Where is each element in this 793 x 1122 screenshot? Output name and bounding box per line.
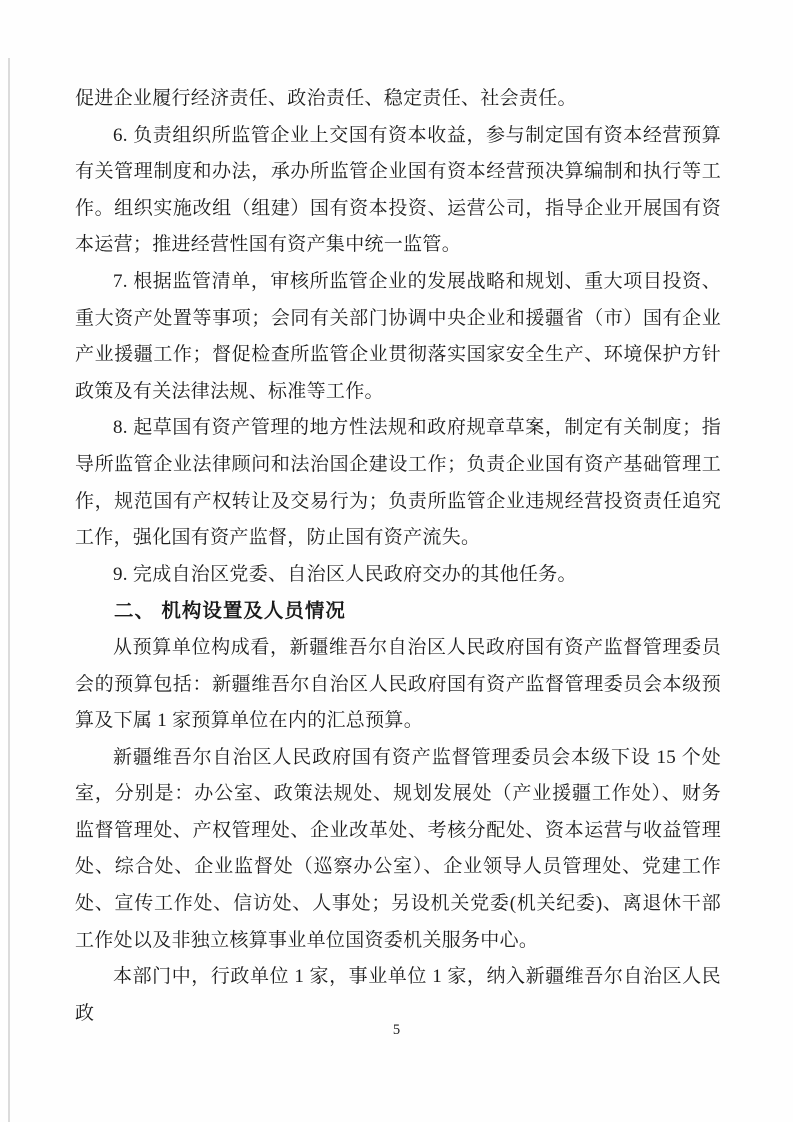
paragraph: 8. 起草国有资产管理的地方性法规和政府规章草案，制定有关制度；指导所监管企业法律顾问和法治国企建设工作；负责企业国有资产基础管理工作，规范国有产权转让及交易行为；负责所监管企业违规经营投资责任追究工作，强化国有资产监督，防止国有资产流失。	[75, 417, 721, 549]
paragraph: 本部门中，行政单位 1 家，事业单位 1 家，纳入新疆维吾尔自治区人民政	[75, 966, 721, 1024]
page-number: 5	[392, 1022, 401, 1038]
paragraph: 从预算单位构成看，新疆维吾尔自治区人民政府国有资产监督管理委员会的预算包括：新疆维吾尔自治区人民政府国有资产监督管理委员会本级预算及下属 1 家预算单位在内的汇总预算。	[75, 636, 721, 732]
paragraph: 6. 负责组织所监管企业上交国有资本收益，参与制定国有资本经营预算有关管理制度和办法，承办所监管企业国有资本经营预决算编制和执行等工作。组织实施改组（组建）国有资本投资、运营公司，指导企业开展国有资本运营；推进经营性国有资产集中统一监管。	[75, 124, 721, 256]
paragraph: 新疆维吾尔自治区人民政府国有资产监督管理委员会本级下设 15 个处室，分别是：办公室、政策法规处、规划发展处（产业援疆工作处）、财务监督管理处、产权管理处、企业改革处、考核分配处、资本运营与收益管理处、综合处、企业监督处（巡察办公室）、企业领导人员管理处、党建工作处、宣传工作处、信访处、人事处；另设机关党委(机关纪委)、离退休干部工作处以及非独立核算事业单位国资委机关服务中心。	[75, 746, 721, 951]
paragraph: 7. 根据监管清单，审核所监管企业的发展战略和规划、重大项目投资、重大资产处置等事项；会同有关部门协调中央企业和援疆省（市）国有企业产业援疆工作；督促检查所监管企业贯彻落实国家安全生产、环境保护方针政策及有关法律法规、标准等工作。	[75, 270, 721, 402]
paragraph: 9. 完成自治区党委、自治区人民政府交办的其他任务。	[113, 563, 577, 585]
paragraph: 促进企业履行经济责任、政治责任、稳定责任、社会责任。	[75, 88, 577, 109]
section-heading: 二、 机构设置及人员情况	[114, 600, 346, 623]
scan-edge-artifact	[8, 58, 10, 1122]
document-body	[75, 81, 721, 1032]
